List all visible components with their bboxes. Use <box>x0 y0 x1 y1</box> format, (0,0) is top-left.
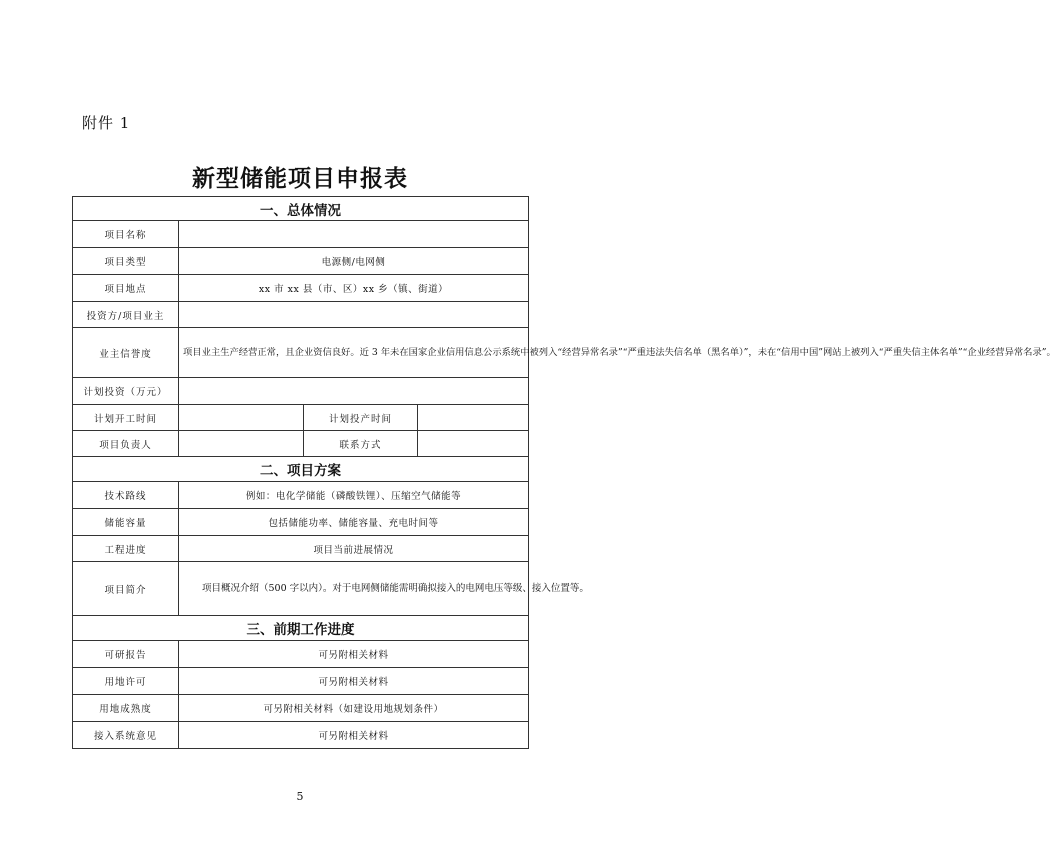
land-maturity-label: 用地成熟度 <box>73 695 179 722</box>
table-row <box>73 695 529 722</box>
project-type-label: 项目类型 <box>73 248 179 275</box>
credit-label: 业主信誉度 <box>73 328 179 378</box>
table-row <box>73 405 529 431</box>
capacity-field[interactable]: 包括储能功率、储能容量、充电时间等 <box>179 509 529 536</box>
table-row <box>73 275 529 302</box>
table-row <box>73 378 529 405</box>
table-row <box>73 248 529 275</box>
intro-label: 项目简介 <box>73 562 179 616</box>
table-row <box>73 562 529 616</box>
land-permit-field[interactable]: 可另附相关材料 <box>179 668 529 695</box>
feasibility-field[interactable]: 可另附相关材料 <box>179 641 529 668</box>
section-row <box>73 457 529 482</box>
contact-field[interactable] <box>418 431 529 457</box>
progress-field[interactable]: 项目当前进展情况 <box>179 536 529 562</box>
project-name-field[interactable] <box>179 221 529 248</box>
table-row <box>73 641 529 668</box>
form-title: 新型储能项目申报表 <box>192 165 408 192</box>
table-row <box>73 509 529 536</box>
section-row <box>73 197 529 221</box>
tech-route-label: 技术路线 <box>73 482 179 509</box>
investor-field[interactable] <box>179 302 529 328</box>
location-field[interactable]: xx 市 xx 县（市、区）xx 乡（镇、街道） <box>179 275 529 302</box>
tech-route-field[interactable]: 例如：电化学储能（磷酸铁锂）、压缩空气储能等 <box>179 482 529 509</box>
production-time-field[interactable] <box>418 405 529 431</box>
section-heading-plan: 二、项目方案 <box>73 457 529 482</box>
table-row <box>73 302 529 328</box>
start-time-label: 计划开工时间 <box>73 405 179 431</box>
investor-label: 投资方/项目业主 <box>73 302 179 328</box>
planned-investment-field[interactable] <box>179 378 529 405</box>
table-row <box>73 221 529 248</box>
section-row <box>73 616 529 641</box>
grid-opinion-field[interactable]: 可另附相关材料 <box>179 722 529 749</box>
land-maturity-field[interactable]: 可另附相关材料（如建设用地规划条件） <box>179 695 529 722</box>
table-row <box>73 482 529 509</box>
location-label: 项目地点 <box>73 275 179 302</box>
project-type-field[interactable]: 电源侧/电网侧 <box>179 248 529 275</box>
capacity-label: 储能容量 <box>73 509 179 536</box>
table-row <box>73 328 529 378</box>
planned-investment-label: 计划投资（万元） <box>73 378 179 405</box>
attachment-label: 附件 1 <box>82 114 131 132</box>
progress-label: 工程进度 <box>73 536 179 562</box>
manager-label: 项目负责人 <box>73 431 179 457</box>
credit-field[interactable]: 项目业主生产经营正常，且企业资信良好。近 3 年未在国家企业信用信息公示系统中被列入“经营异常名录”“严重违法失信名单（黑名单）”，未在“信用中国”网站上被列入“严重失信主体名单”“企业经营异常名录”。 <box>179 328 529 378</box>
feasibility-label: 可研报告 <box>73 641 179 668</box>
section-heading-prework: 三、前期工作进度 <box>73 616 529 641</box>
intro-field[interactable]: 项目概况介绍（500 字以内）。对于电网侧储能需明确拟接入的电网电压等级、接入位置等。 <box>179 562 529 616</box>
land-permit-label: 用地许可 <box>73 668 179 695</box>
project-name-label: 项目名称 <box>73 221 179 248</box>
table-row <box>73 536 529 562</box>
table-row <box>73 431 529 457</box>
section-heading-overview: 一、总体情况 <box>73 197 529 221</box>
page-number: 5 <box>296 790 304 803</box>
grid-opinion-label: 接入系统意见 <box>73 722 179 749</box>
contact-label: 联系方式 <box>304 431 418 457</box>
manager-field[interactable] <box>179 431 304 457</box>
table-row <box>73 668 529 695</box>
start-time-field[interactable] <box>179 405 304 431</box>
application-form-table <box>72 196 1056 749</box>
table-row <box>73 722 529 749</box>
production-time-label: 计划投产时间 <box>304 405 418 431</box>
